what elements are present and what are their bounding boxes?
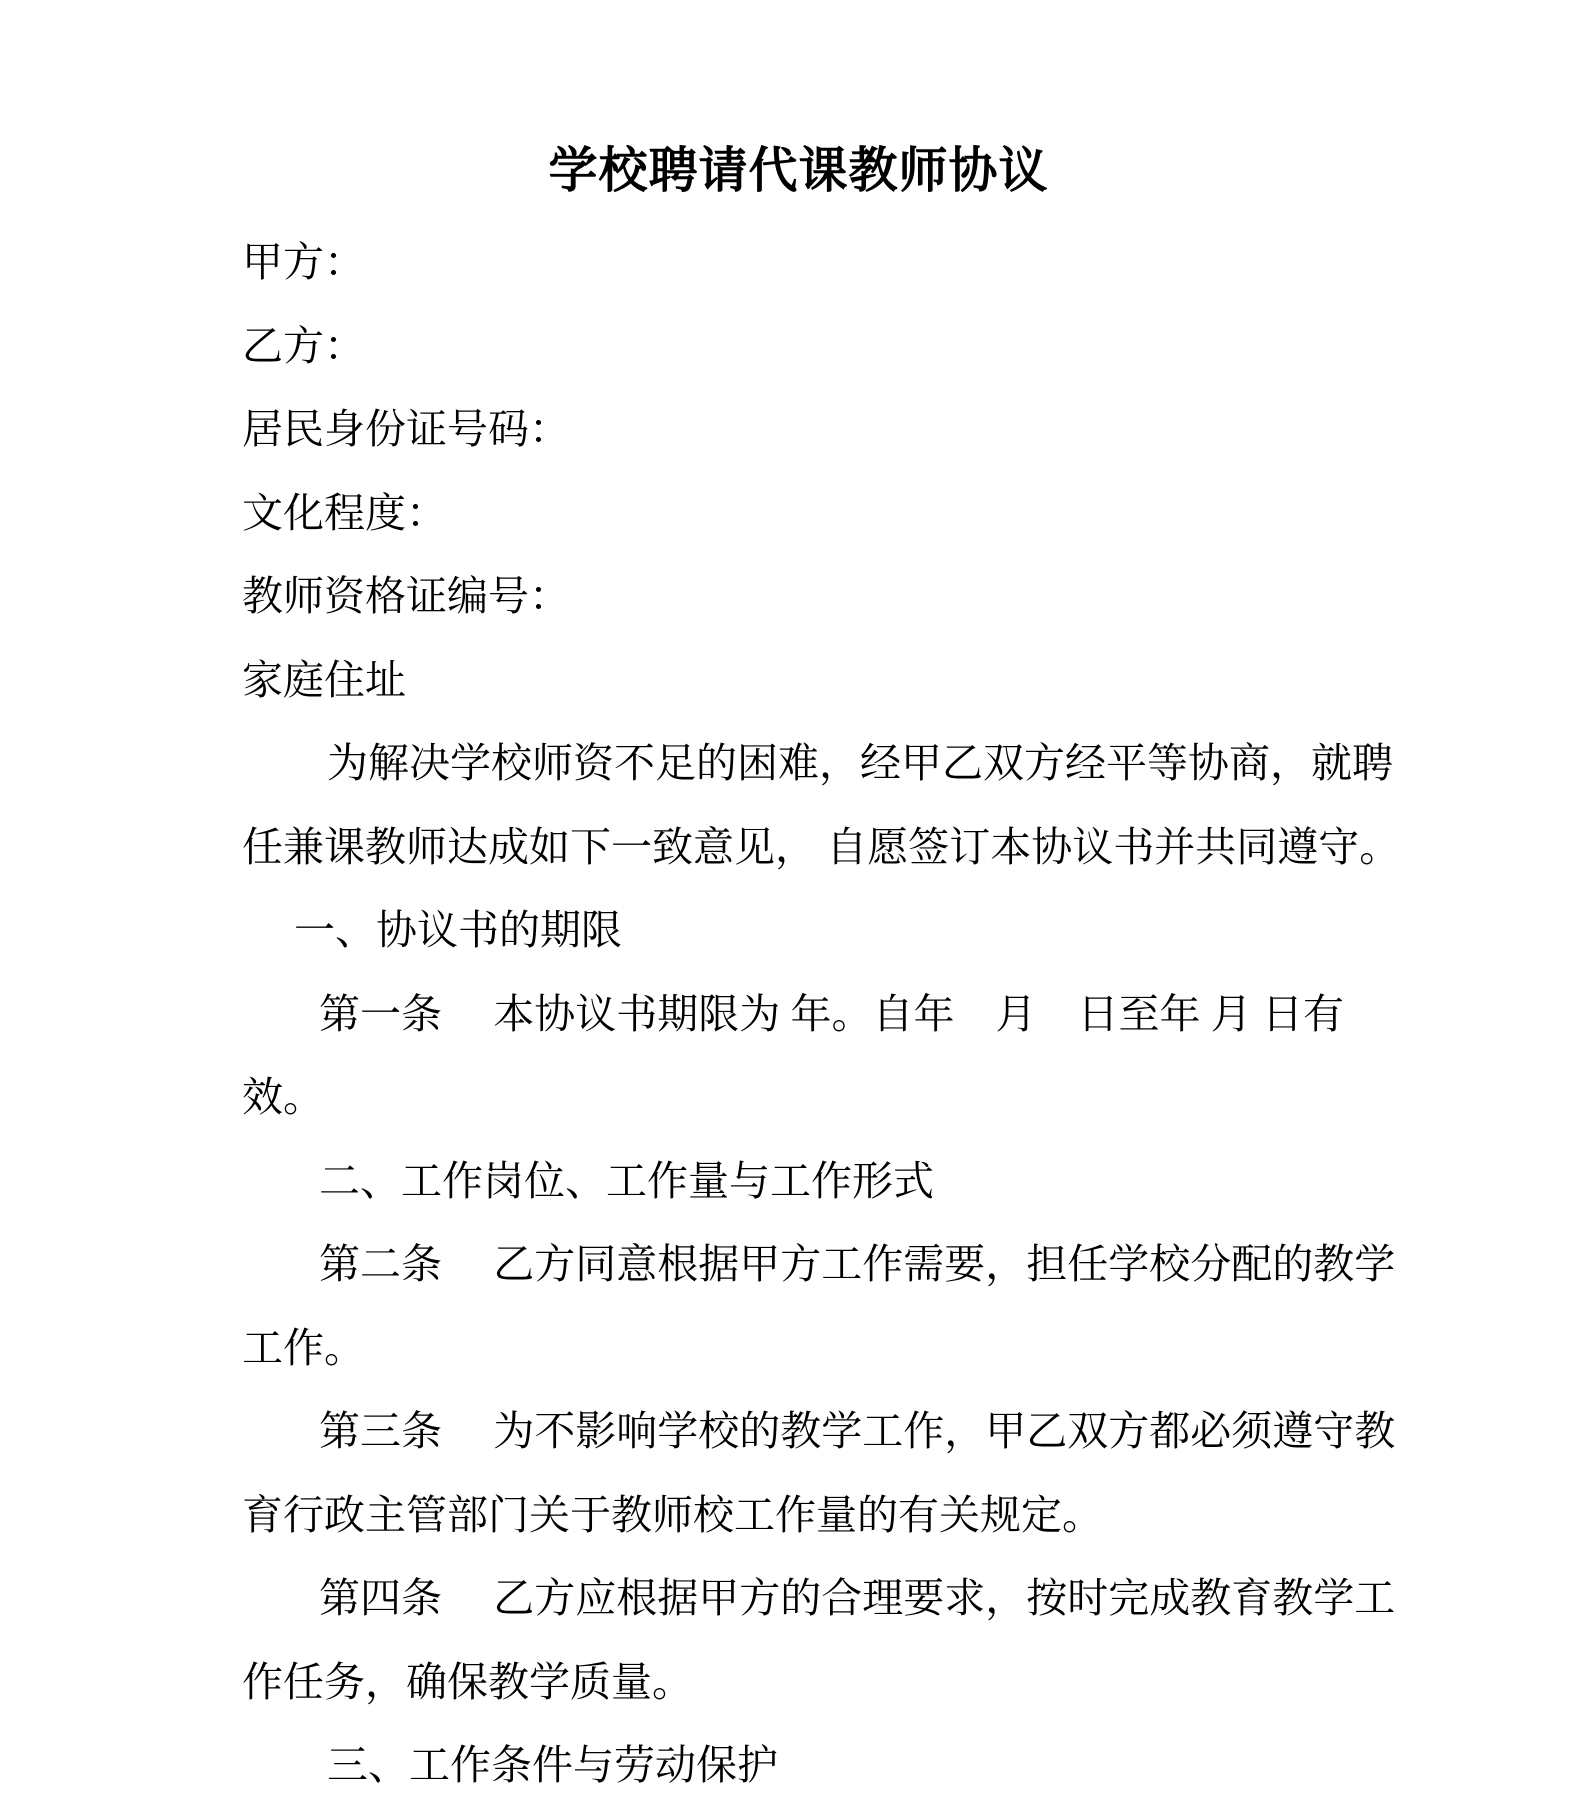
document-body — [242, 221, 1401, 1797]
line-section-2-heading: 二、工作岗位、工作量与工作形式 — [319, 1157, 934, 1204]
line-teacher-cert: 教师资格证编号： — [242, 573, 570, 619]
line-article-3: 第三条 为不影响学校的教学工作，甲乙双方都必须遵守教 — [319, 1408, 1396, 1454]
line-section-1-heading: 一、协议书的期限 — [294, 907, 622, 953]
line-article-3-cont: 育行政主管部门关于教师校工作量的有关规定。 — [242, 1491, 1103, 1538]
line-id-number: 居民身份证号码： — [242, 406, 570, 452]
line-education-level: 文化程度： — [242, 489, 447, 536]
line-article-2-cont: 工作。 — [242, 1324, 365, 1371]
line-preamble-1: 为解决学校师资不足的困难，经甲乙双方经平等协商，就聘 — [327, 740, 1393, 786]
line-article-1-cont: 效。 — [242, 1074, 324, 1120]
line-home-address: 家庭住址 — [242, 656, 406, 703]
line-party-b: 乙方： — [242, 322, 365, 369]
line-article-4: 第四条 乙方应根据甲方的合理要求，按时完成教育教学工 — [319, 1575, 1396, 1621]
line-article-1: 第一条 本协议书期限为 年。自年 月 日至年 月 日有 — [319, 990, 1344, 1037]
line-section-3-heading: 三、工作条件与劳动保护 — [327, 1742, 778, 1788]
line-article-2: 第二条 乙方同意根据甲方工作需要，担任学校分配的教学 — [319, 1241, 1396, 1287]
line-article-4-cont: 作任务，确保教学质量。 — [242, 1658, 693, 1705]
line-preamble-2: 任兼课教师达成如下一致意见， 自愿签订本协议书并共同遵守。 — [242, 823, 1401, 870]
document-title: 学校聘请代课教师协议 — [548, 143, 1049, 198]
line-party-a: 甲方： — [242, 239, 365, 285]
